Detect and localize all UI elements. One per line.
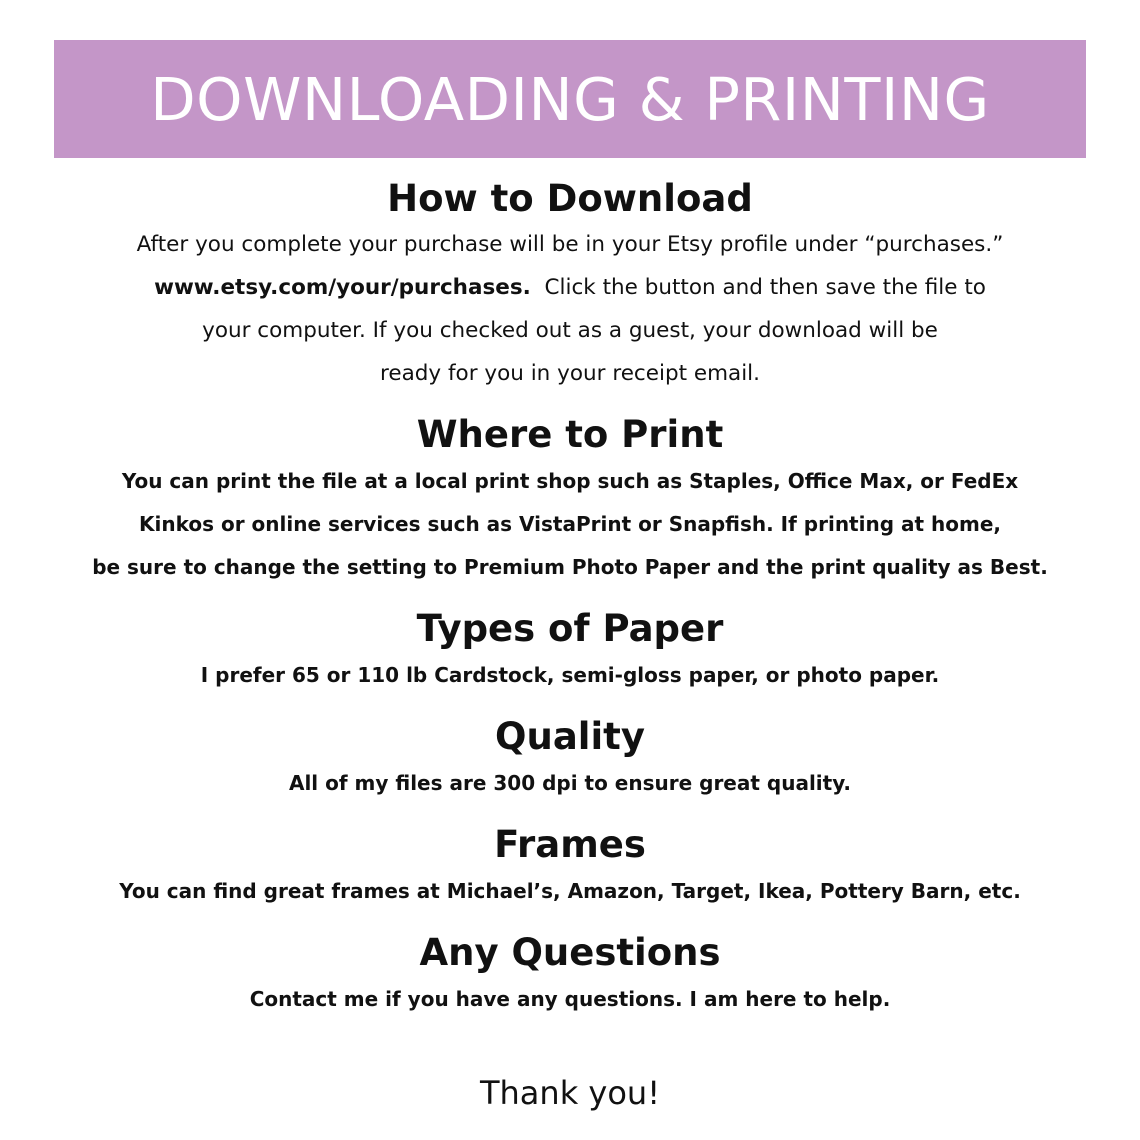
page-title: DOWNLOADING & PRINTING [150, 64, 990, 134]
questions-line-1: Contact me if you have any questions. I am here to help. [249, 987, 891, 1011]
print-line-1: You can print the file at a local print shop such as Staples, Office Max, or FedEx [121, 469, 1019, 493]
frames-line-1: You can find great frames at Michael’s, Amazon, Target, Ikea, Pottery Barn, etc. [119, 879, 1021, 903]
download-line-2 [0, 277, 1140, 299]
print-line-2: Kinkos or online services such as VistaPrint or Snapfish. If printing at home, [138, 512, 1001, 536]
quality-heading: Quality [495, 715, 645, 758]
download-line-2-rest: Click the button and then save the file to [530, 275, 986, 300]
download-line-3: your computer. If you checked out as a guest, your download will be [202, 318, 938, 343]
print-heading: Where to Print [416, 413, 724, 456]
download-line-1: After you complete your purchase will be in your Etsy profile under “purchases.” [136, 232, 1004, 257]
paper-heading: Types of Paper [416, 607, 724, 650]
frames-heading: Frames [494, 823, 646, 866]
paper-line-1: I prefer 65 or 110 lb Cardstock, semi-gloss paper, or photo paper. [200, 663, 940, 687]
closing-thanks: Thank you! [479, 1074, 661, 1112]
questions-heading: Any Questions [419, 931, 721, 974]
download-heading: How to Download [387, 177, 753, 220]
quality-line-1: All of my files are 300 dpi to ensure great quality. [288, 771, 852, 795]
title-banner [54, 40, 1086, 158]
print-line-3: be sure to change the setting to Premium Photo Paper and the print quality as Best. [92, 555, 1048, 579]
download-line-4: ready for you in your receipt email. [380, 361, 760, 386]
purchases-url: www.etsy.com/your/purchases. [154, 275, 531, 300]
